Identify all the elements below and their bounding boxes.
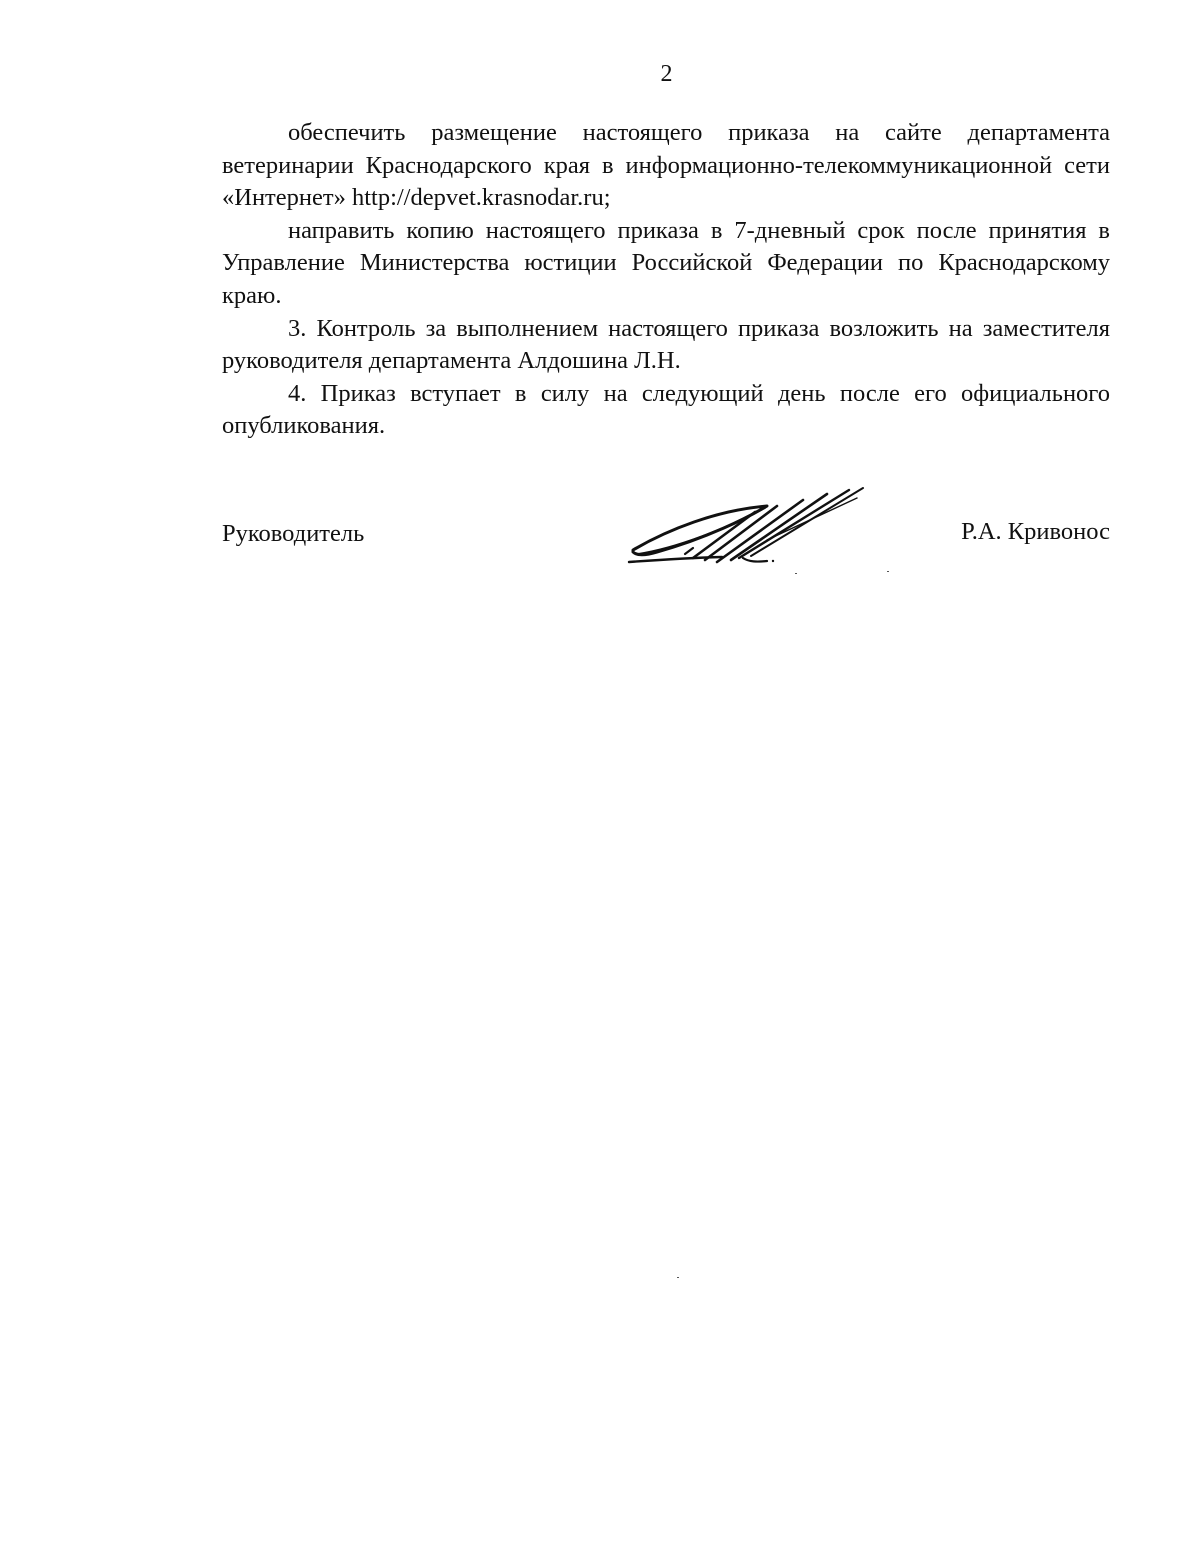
signatory-name: Р.А. Кривонос <box>961 518 1110 545</box>
paragraph-control: 3. Контроль за выполнением настоящего приказа возложить на заместителя руководителя департамента Алдошина Л.Н. <box>222 314 1110 375</box>
paragraph-publication: обеспечить размещение настоящего приказа на сайте департамента ветеринарии Краснодарского края в информационно-телекоммуникационной сети «Интернет» http://depvet.krasnodar.ru; <box>222 119 1110 212</box>
scan-speck <box>887 571 889 572</box>
signature-block <box>222 470 1110 580</box>
paragraph-ministry-copy: направить копию настоящего приказа в 7-дневный срок после принятия в Управление Министерства юстиции Российской Федерации по Краснодарскому краю. <box>222 216 1110 309</box>
handwritten-signature-icon <box>627 478 877 578</box>
document-body <box>222 117 1110 443</box>
scan-speck <box>795 573 797 574</box>
paragraph-effective-date: 4. Приказ вступает в силу на следующий день после его официального опубликования. <box>222 379 1110 440</box>
page-number: 2 <box>660 61 673 87</box>
scan-speck <box>677 1277 679 1278</box>
signatory-role: Руководитель <box>222 520 365 547</box>
